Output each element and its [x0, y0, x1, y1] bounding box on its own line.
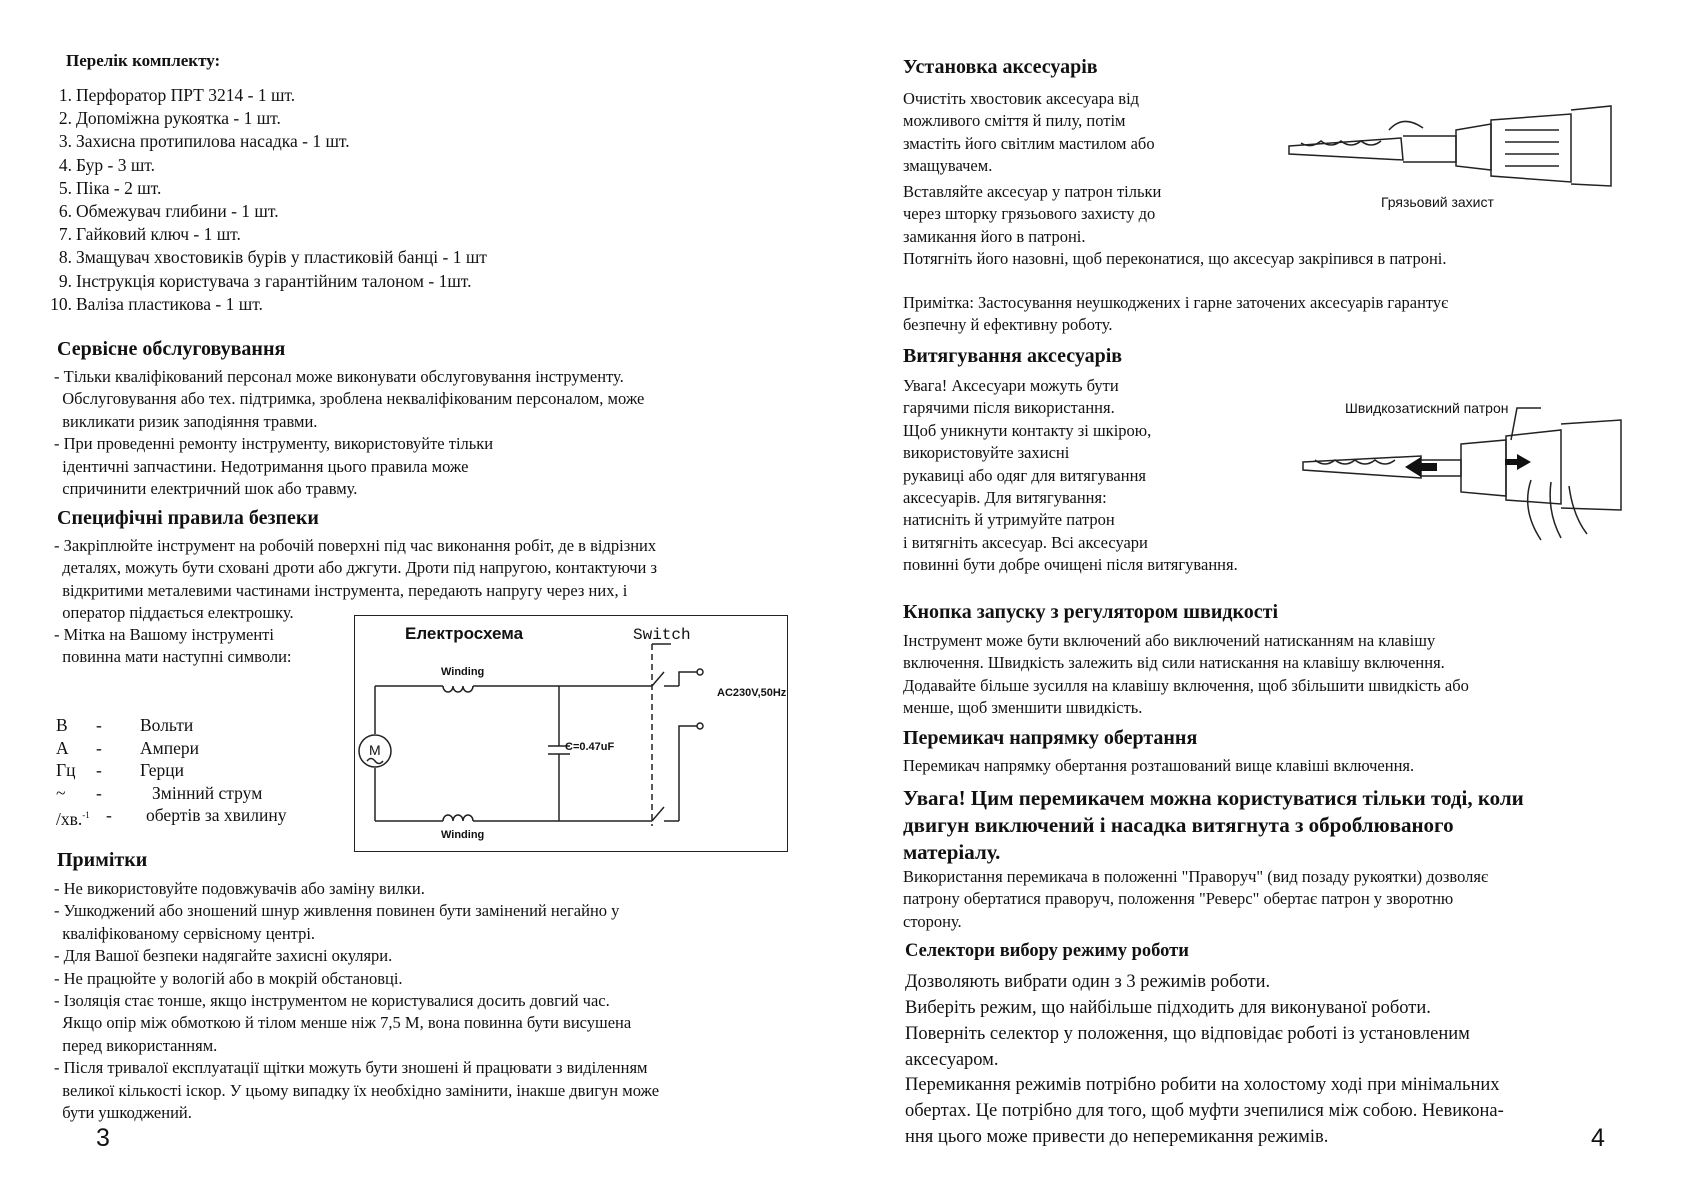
symbol-intro-line: - Мітка на Вашому інструменті — [54, 625, 274, 644]
chuck-ribs — [1505, 130, 1559, 166]
switch-label: Switch — [633, 626, 691, 644]
symbol-meaning: Ампери — [140, 737, 199, 758]
symbol-mark-text: Гц — [56, 760, 76, 780]
install-line: змащувачем. — [903, 156, 993, 176]
service-text — [54, 366, 644, 500]
extract-line: повинні бути добре очищені після витягування. — [903, 555, 1238, 575]
kit-item-number: 4. — [58, 154, 72, 175]
kit-item-text: Гайковий ключ - 1 шт. — [76, 224, 241, 245]
terminal-bottom — [697, 723, 703, 729]
kit-item-number: 7. — [58, 224, 72, 245]
symbol-table — [56, 714, 336, 827]
symbol-dash: - — [96, 782, 102, 803]
kit-title: Перелік комплекту: — [66, 51, 221, 70]
symbol-meaning: Герци — [140, 760, 185, 780]
start-line: менше, щоб зменшити швидкість. — [903, 698, 1143, 718]
kit-item-text: Обмежувач глибини - 1 шт. — [76, 200, 279, 221]
extract-line: гарячими після використання. — [903, 398, 1115, 418]
reverse-warning-line: двигун виключений і насадка витягнута з оброблюваного — [903, 813, 1454, 837]
notes-line: бути ушкоджений. — [54, 1103, 192, 1123]
mode-line: ння цього може привести до неперемикання режимів. — [905, 1127, 1329, 1147]
symbol-mark-text: ~ — [56, 782, 66, 803]
winding-bottom-label: Winding — [441, 829, 485, 841]
kit-item — [50, 270, 610, 293]
install-line: замикання його в патроні. — [903, 226, 1086, 246]
tool-body — [1571, 106, 1611, 186]
hand-fingers — [1528, 480, 1587, 540]
symbol-dash: - — [106, 805, 112, 825]
kit-item — [50, 154, 610, 177]
install-note — [903, 292, 1448, 337]
motor-wave — [367, 759, 383, 764]
circuit-diagram — [354, 615, 788, 852]
symbol-mark-text: В — [56, 715, 68, 735]
install-line: Очистіть хвостовик аксесуара від — [903, 89, 1140, 108]
symbol-intro — [54, 624, 292, 669]
notes-text — [54, 878, 659, 1124]
extract-line: аксесуарів. Для витягування: — [903, 488, 1107, 508]
symbol-mark — [56, 759, 75, 782]
start-title: Кнопка запуску з регулятором швидкості — [903, 601, 1278, 623]
quick-chuck-label: Швидкозатискний патрон — [1345, 400, 1509, 416]
notes-line: великої кількості іскор. У цьому випадку їх необхідно замінити, інакше двигун може — [54, 1080, 660, 1100]
mode-line: Поверніть селектор у положення, що відповідає роботі із установленим — [905, 1024, 1470, 1044]
service-line: Обслуговування або тех. підтримка, зроблена некваліфікованим персоналом, може — [54, 389, 645, 409]
quick-chuck-figure — [1301, 400, 1651, 560]
grease-blob — [1389, 121, 1423, 130]
mode-line: Виберіть режим, що найбільше підходить для виконуваної роботи. — [905, 998, 1431, 1018]
circuit-svg — [355, 616, 787, 851]
mode-text-a — [905, 969, 1470, 1073]
symbol-meaning: Вольти — [140, 715, 194, 735]
extract-line: використовуйте захисні — [903, 443, 1070, 463]
install-line: можливого сміття й пилу, потім — [903, 111, 1126, 131]
extract-line: Увага! Аксесуари можуть бути — [903, 376, 1119, 395]
safety-text — [54, 535, 657, 625]
extract-title: Витягування аксесуарів — [903, 345, 1123, 367]
page-number-left: 3 — [96, 1124, 110, 1152]
mode-line: Дозволяють вибрати один з 3 режимів роботи. — [905, 972, 1271, 992]
reverse-after-line: патрону обертатися праворуч, положення "Реверс" обертає патрон у зворотню — [903, 889, 1454, 909]
kit-item-number: 9. — [58, 270, 72, 291]
safety-line: - Закріплюйте інструмент на робочій поверхні під час виконання робіт, де в відрізних — [54, 536, 657, 555]
chuck-front — [1456, 124, 1491, 170]
service-line: спричинити електричний шок або травму. — [54, 479, 358, 499]
kit-item — [50, 246, 610, 269]
install-note-line: безпечну й ефективну роботу. — [903, 315, 1113, 335]
kit-item — [50, 130, 610, 153]
kit-item-number: 5. — [58, 177, 72, 198]
chuck-body — [1491, 114, 1571, 182]
switch-upper-blade — [652, 672, 664, 686]
notes-line: перед використанням. — [54, 1035, 218, 1055]
install-line: змастіть його світлим мастилом або — [903, 133, 1155, 153]
kit-item-text: Бур - 3 шт. — [76, 154, 155, 175]
kit-item-text: Піка - 2 шт. — [76, 177, 162, 198]
reverse-title: Перемикач напрямку обертання — [903, 727, 1198, 749]
supply-lead-bottom — [679, 726, 697, 821]
kit-item-text: Допоміжна рукоятка - 1 шт. — [76, 108, 281, 129]
install-line: Вставляйте аксесуар у патрон тільки — [903, 182, 1162, 201]
kit-item — [50, 293, 610, 316]
symbol-row — [56, 782, 336, 805]
kit-item-text: Інструкція користувача з гарантійним талоном - 1шт. — [76, 270, 472, 291]
winding-top-label: Winding — [441, 666, 485, 678]
notes-line: - Не працюйте у вологій або в мокрій обстановці. — [54, 968, 403, 988]
coil-bottom — [443, 815, 473, 821]
supply-lead-top — [679, 672, 697, 686]
safety-line: оператор піддається електрошку. — [54, 603, 294, 623]
install-line: Потягніть його назовні, щоб переконатися, що аксесуар закріпився в патроні. — [903, 249, 1447, 269]
service-title: Сервісне обслуговування — [57, 338, 286, 360]
install-note-line: Примітка: Застосування неушкоджених і гарне заточених аксесуарів гарантує — [903, 293, 1449, 312]
kit-item-number: 1. — [58, 85, 72, 105]
push-arrow — [1505, 454, 1531, 470]
kit-item-number: 10. — [50, 293, 72, 314]
extract-line: Щоб уникнути контакту зі шкірою, — [903, 420, 1152, 440]
dust-guard-label: Грязьовий захист — [1381, 194, 1494, 210]
dust-guard-figure — [1281, 90, 1641, 230]
kit-item-text: Перфоратор ПРТ 3214 - 1 шт. — [76, 85, 296, 105]
notes-line: - Не використовуйте подовжувачів або заміну вилки. — [54, 879, 425, 898]
symbol-dash: - — [96, 760, 102, 780]
reverse-text — [903, 755, 1414, 777]
notes-title: Примітки — [57, 849, 148, 871]
kit-item — [50, 107, 610, 130]
circuit-title: Електросхема — [405, 624, 524, 643]
symbol-meaning: Змінний струм — [152, 782, 263, 803]
symbol-mark-text: /хв. — [56, 808, 83, 829]
terminal-top — [697, 669, 703, 675]
symbol-row — [56, 714, 336, 737]
install-title: Установка аксесуарів — [903, 56, 1098, 78]
start-text — [903, 630, 1469, 720]
kit-item-number: 2. — [58, 108, 72, 129]
notes-line: - Ізоляція стає тонше, якщо інструментом не користувалися досить довгий час. — [54, 991, 610, 1011]
service-line: - Тільки кваліфікований персонал може виконувати обслуговування інструменту. — [54, 367, 624, 386]
symbol-mark — [56, 714, 68, 737]
start-line: Інструмент може бути включений або виключений натисканням на клавішу — [903, 631, 1436, 650]
kit-item-number: 8. — [58, 247, 72, 268]
notes-line: - Ушкоджений або зношений шнур живлення повинен бути замінений негайно у — [54, 901, 620, 921]
right-page — [841, 0, 1682, 1190]
page-number-right: 4 — [1591, 1124, 1605, 1152]
notes-line: - Для Вашої безпеки надягайте захисні окуляри. — [54, 946, 393, 966]
symbol-dash: - — [96, 715, 102, 735]
kit-item-text: Захисна протипилова насадка - 1 шт. — [76, 131, 350, 152]
mode-line: обертах. Це потрібно для того, щоб муфти зчепилися між собою. Невикона- — [905, 1101, 1504, 1121]
motor-label: M — [369, 742, 381, 758]
extract-line: натисніть й утримуйте патрон — [903, 510, 1115, 530]
service-line: ідентичні запчастини. Недотримання цього правила може — [54, 456, 469, 476]
bit-shank — [1403, 136, 1456, 162]
start-line: включення. Швидкість залежить від сили натискання на клавішу включення. — [903, 653, 1445, 673]
coil-top — [443, 686, 473, 692]
reverse-warning-line: матеріалу. — [903, 840, 1001, 864]
extract-line: і витягніть аксесуар. Всі аксесуари — [903, 532, 1148, 552]
reverse-warning — [903, 785, 1524, 866]
safety-title: Специфічні правила безпеки — [57, 507, 319, 529]
install-text-a — [903, 88, 1155, 178]
symbol-mark — [56, 737, 69, 760]
extract-text — [903, 375, 1238, 577]
reverse-warning-line: Увага! Цим перемикачем можна користуватися тільки тоді, коли — [903, 786, 1524, 810]
safety-line: деталях, можуть бути сховані дроти або джгути. Дроти під напругою, контактуючи з — [54, 558, 657, 578]
reverse-after-text — [903, 866, 1488, 933]
quick-chuck-svg — [1301, 400, 1651, 560]
bit-body — [1303, 456, 1421, 478]
supply-label: AC230V,50Hz — [717, 687, 787, 699]
mode-title: Селектори вибору режиму роботи — [905, 941, 1189, 961]
notes-line: кваліфікованому сервісному центрі. — [54, 923, 316, 943]
capacitor-label: C=0.47uF — [565, 741, 615, 753]
chuck-housing — [1506, 430, 1561, 504]
reverse-line: Перемикач напрямку обертання розташований вище клавіші включення. — [903, 756, 1415, 775]
kit-item — [50, 177, 610, 200]
kit-list — [50, 84, 610, 316]
notes-line: - Після тривалої експлуатації щітки можуть бути зношені й працювати з виділенням — [54, 1058, 648, 1078]
symbol-row — [56, 804, 336, 827]
chuck-sleeve — [1461, 440, 1506, 496]
symbol-mark — [56, 804, 90, 830]
extract-line: рукавиці або одяг для витягування — [903, 465, 1146, 485]
mode-line: Перемикання режимів потрібно робити на холостому ході при мінімальних — [905, 1075, 1500, 1095]
symbol-row — [56, 737, 336, 760]
symbol-intro-line: повинна мати наступні символи: — [54, 647, 292, 667]
kit-item-number: 6. — [58, 200, 72, 221]
kit-item — [50, 223, 610, 246]
switch-lower-blade — [652, 807, 664, 821]
notes-line: Якщо опір між обмоткою й тілом менше ніж 7,5 М, вона повинна бути висушена — [54, 1013, 632, 1033]
reverse-after-line: сторону. — [903, 911, 962, 931]
start-line: Додавайте більше зусилля на клавішу включення, щоб збільшити швидкість або — [903, 675, 1469, 695]
reverse-after-line: Використання перемикача в положенні "Праворуч" (вид позаду рукоятки) дозволяє — [903, 867, 1489, 886]
kit-item-number: 3. — [58, 131, 72, 152]
kit-item — [50, 200, 610, 223]
symbol-dash: - — [96, 737, 102, 758]
symbol-mark — [56, 782, 65, 805]
symbol-meaning: обертів за хвилину — [146, 805, 287, 825]
kit-item-text: Змащувач хвостовиків бурів у пластиковій банці - 1 шт — [76, 247, 487, 268]
kit-item-text: Валіза пластикова - 1 шт. — [76, 293, 263, 314]
mode-line: аксесуаром. — [905, 1050, 999, 1070]
kit-item — [50, 84, 610, 107]
drill-housing — [1561, 420, 1621, 510]
install-line: через шторку грязьового захисту до — [903, 204, 1156, 224]
symbol-superscript: -1 — [82, 810, 90, 820]
mode-text-b — [905, 1072, 1504, 1150]
safety-line: відкритими металевими частинами інструмента, передають напругу через них, і — [54, 580, 628, 600]
service-line: викликати ризик заподіяння травми. — [54, 411, 318, 431]
drill-flutes — [1301, 141, 1381, 146]
symbol-mark-text: А — [56, 737, 69, 758]
drill-bit — [1289, 138, 1403, 160]
service-line: - При проведенні ремонту інструменту, використовуйте тільки — [54, 434, 494, 454]
symbol-row — [56, 759, 336, 782]
